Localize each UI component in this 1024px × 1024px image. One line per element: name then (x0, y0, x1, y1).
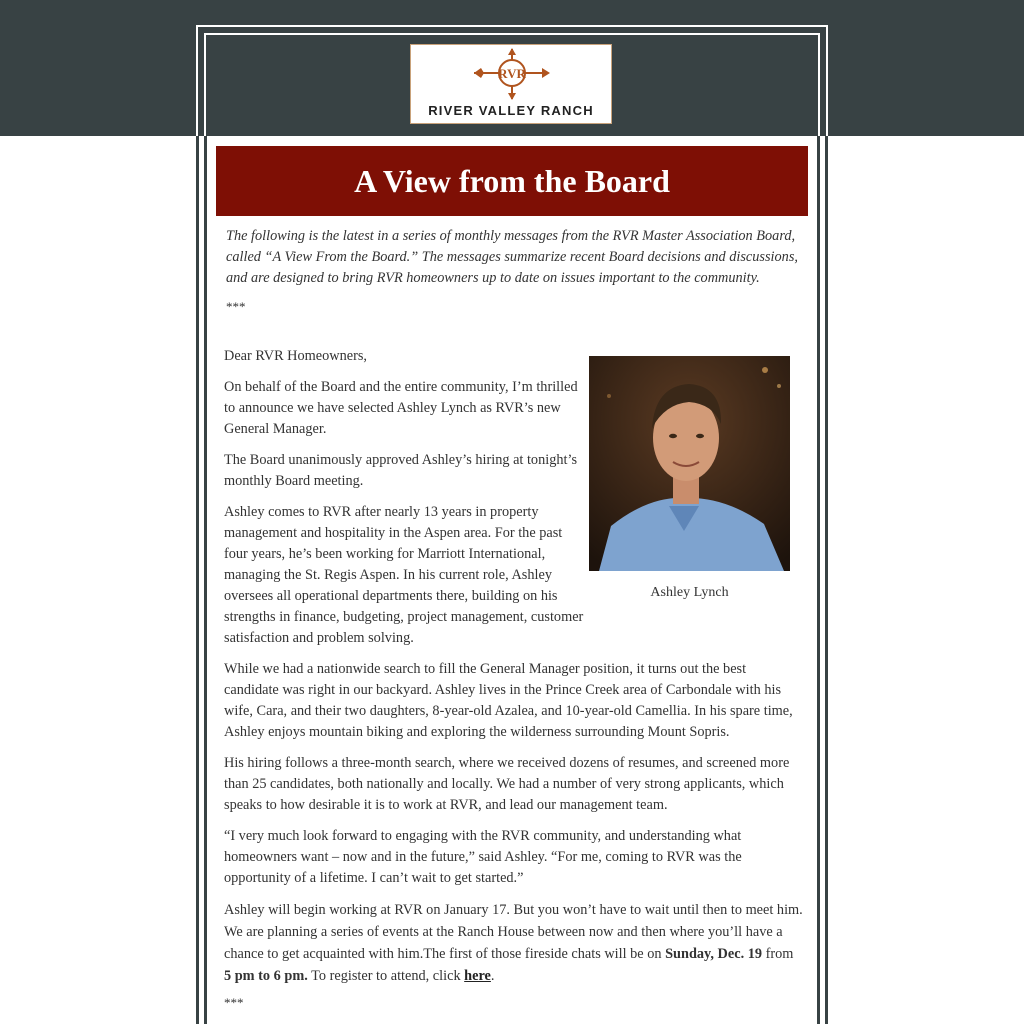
event-text: . (490, 968, 495, 984)
frame-line (196, 25, 198, 136)
frame-line (818, 33, 820, 136)
river-valley-ranch-logo[interactable] (410, 44, 612, 124)
page-title-banner: A View from the Board (216, 146, 808, 216)
event-text: Ashley will begin working at RVR on January 17. But you won’t have to wait until then to meet him. We are planning a series of events at the Ranch House between now and then where you’ll have a chance to get acquainted with him.The first of those fireside chats will be on (224, 902, 803, 962)
frame-line (825, 136, 828, 1024)
paragraph: On behalf of the Board and the entire community, I’m thrilled to announce we have selected Ashley Lynch as RVR’s new General Manager. (224, 379, 578, 437)
event-text: from (762, 946, 794, 962)
letter-body-column (224, 346, 584, 649)
event-time: 5 pm to 6 pm. (224, 968, 308, 984)
greeting: Dear RVR Homeowners, (224, 348, 367, 364)
frame-line (204, 33, 820, 35)
photo-caption: Ashley Lynch (650, 585, 729, 600)
letter-body-full (224, 659, 804, 987)
frame-line (196, 25, 828, 27)
intro-text: The following is the latest in a series of monthly messages from the RVR Master Association Board, called “A View From the Board.” The messages summarize recent Board decisions and discussions, and are designed to bring RVR homeowners up to date on issues important to the community. (226, 228, 798, 286)
portrait-image (589, 356, 790, 571)
paragraph: Ashley comes to RVR after nearly 13 years in property management and hospitality in the Aspen area. For the past four years, he’s been working for Marriott International, managing the St. Regis Aspen. In his current role, Ashley oversees all operational departments there, building on his strengths in finance, budgeting, project management, customer satisfaction and problem solving. (224, 504, 584, 646)
frame-line (196, 136, 199, 1024)
event-date: Sunday, Dec. 19 (665, 946, 763, 962)
paragraph: His hiring follows a three-month search, where we received dozens of resumes, and screened more than 25 candidates, both nationally and locally. We had a number of very strong applicants, which speaks to how desirable it is to work at RVR, and lead our management team. (224, 755, 790, 813)
logo-monogram: RVR (498, 66, 526, 81)
paragraph: The Board unanimously approved Ashley’s hiring at tonight’s monthly Board meeting. (224, 452, 578, 489)
compass-arrow-icon (471, 47, 553, 103)
ashley-lynch-photo (589, 356, 790, 571)
frame-line (204, 33, 206, 136)
event-text: To register to attend, click (307, 968, 465, 984)
frame-line (817, 136, 820, 1024)
frame-line (204, 136, 207, 1024)
separator: *** (226, 299, 246, 314)
event-paragraph (224, 899, 804, 987)
register-link[interactable]: here (464, 968, 491, 984)
separator: *** (224, 995, 244, 1010)
logo-text: RIVER VALLEY RANCH (428, 103, 594, 118)
paragraph: While we had a nationwide search to fill the General Manager position, it turns out the best candidate was right in our backyard. Ashley lives in the Prince Creek area of Carbondale with his wife, Cara, and their two daughters, 8-year-old Azalea, and 10-year-old Camellia. In his spare time, Ashley enjoys mountain biking and exploring the wilderness surrounding Mount Sopris. (224, 661, 793, 740)
frame-line (826, 25, 828, 136)
quote-paragraph: “I very much look forward to engaging with the RVR community, and understanding what homeowners want – now and in the future,” said Ashley. “For me, coming to RVR was the opportunity of a lifetime. I can’t wait to get started.” (224, 828, 742, 886)
